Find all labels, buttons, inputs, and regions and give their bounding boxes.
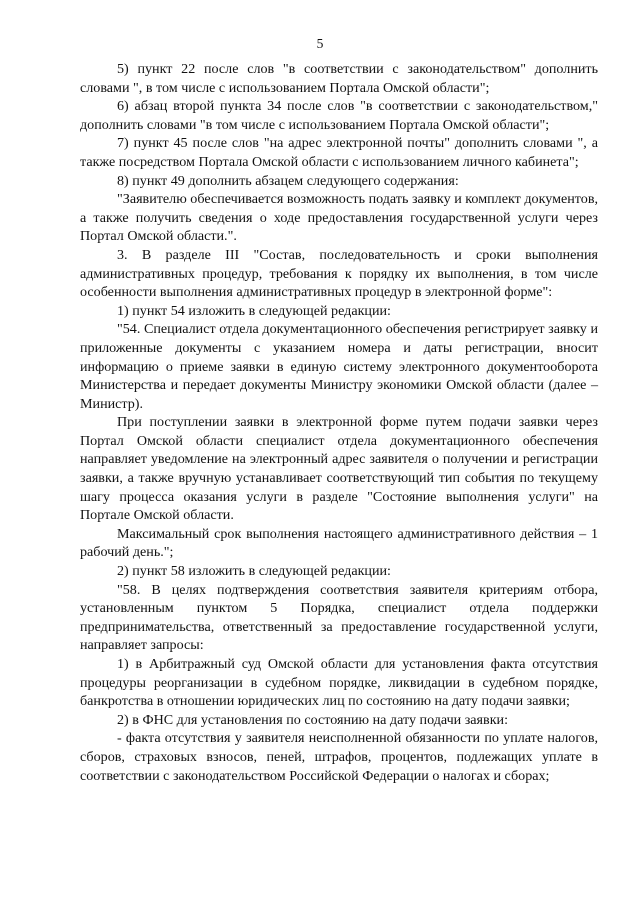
paragraph-electronic-submission: При поступлении заявки в электронной форме путем подачи заявки через Портал Омской области специалист отдела документационного обеспечения направляет уведомление на электронный адрес заявителя о получении и регистрации заявки, а также вручную устанавливает соответствующий тип события по текущему шагу процесса оказания услуги в разделе "Состояние выполнения услуги" на Портале Омской области. bbox=[80, 414, 598, 524]
document-body bbox=[80, 60, 598, 785]
paragraph-arbitration-court: 1) в Арбитражный суд Омской области для установления факта отсутствия процедуры реорганизации в судебном порядке, ликвидации в судебном порядке, банкротства в отношении юридических лиц по состоянию на дату подачи заявки; bbox=[80, 656, 598, 710]
paragraph-item-58-text: "58. В целях подтверждения соответствия заявителя критериям отбора, установленным пунктом 5 Порядка, специалист отдела поддержки предпринимательства, ответственный за предоставление государственной услуги, направляет запросы: bbox=[80, 581, 598, 654]
paragraph-item-54-text: "54. Специалист отдела документационного обеспечения регистрирует заявку и приложенные документы с указанием номера и даты регистрации, вносит информацию о приеме заявки в единую систему электронного документооборота Министерства и передает документы Министру экономики Омской области (далее – Министр). bbox=[80, 321, 598, 412]
paragraph-quote-applicant: "Заявителю обеспечивается возможность подать заявку и комплект документов, а также получить сведения о ходе предоставления государственной услуги через Портал Омской области.". bbox=[80, 191, 598, 245]
page-number: 5 bbox=[316, 36, 324, 51]
paragraph-item-5: 5) пункт 22 после слов "в соответствии с законодательством" дополнить словами ", в том числе с использованием Портала Омской области"; bbox=[80, 61, 598, 96]
paragraph-section-3: 3. В разделе III "Состав, последовательность и сроки выполнения административных процедур, требования к порядку их выполнения, в том числе особенности выполнения административных процедур в электронной форме": bbox=[80, 246, 598, 301]
paragraph-item-58-intro: 2) пункт 58 изложить в следующей редакции: bbox=[117, 563, 391, 580]
paragraph-item-54-intro: 1) пункт 54 изложить в следующей редакции: bbox=[117, 302, 391, 319]
paragraph-max-term: Максимальный срок выполнения настоящего административного действия – 1 рабочий день."; bbox=[80, 525, 598, 561]
paragraph-item-6: 6) абзац второй пункта 34 после слов "в соответствии с законодательством," дополнить словами "в том числе с использованием Портала Омской области"; bbox=[80, 98, 598, 133]
paragraph-fns: 2) в ФНС для установления по состоянию на дату подачи заявки: bbox=[117, 711, 508, 728]
paragraph-tax-obligation: - факта отсутствия у заявителя неисполненной обязанности по уплате налогов, сборов, страховых взносов, пеней, штрафов, процентов, подлежащих уплате в соответствии с законодательством Российской Федерации о налогах и сборах; bbox=[80, 730, 598, 784]
paragraph-item-8: 8) пункт 49 дополнить абзацем следующего содержания: bbox=[117, 172, 459, 189]
paragraph-item-7: 7) пункт 45 после слов "на адрес электронной почты" дополнить словами ", а также посредством Портала Омской области с использованием личного кабинета"; bbox=[80, 135, 598, 170]
